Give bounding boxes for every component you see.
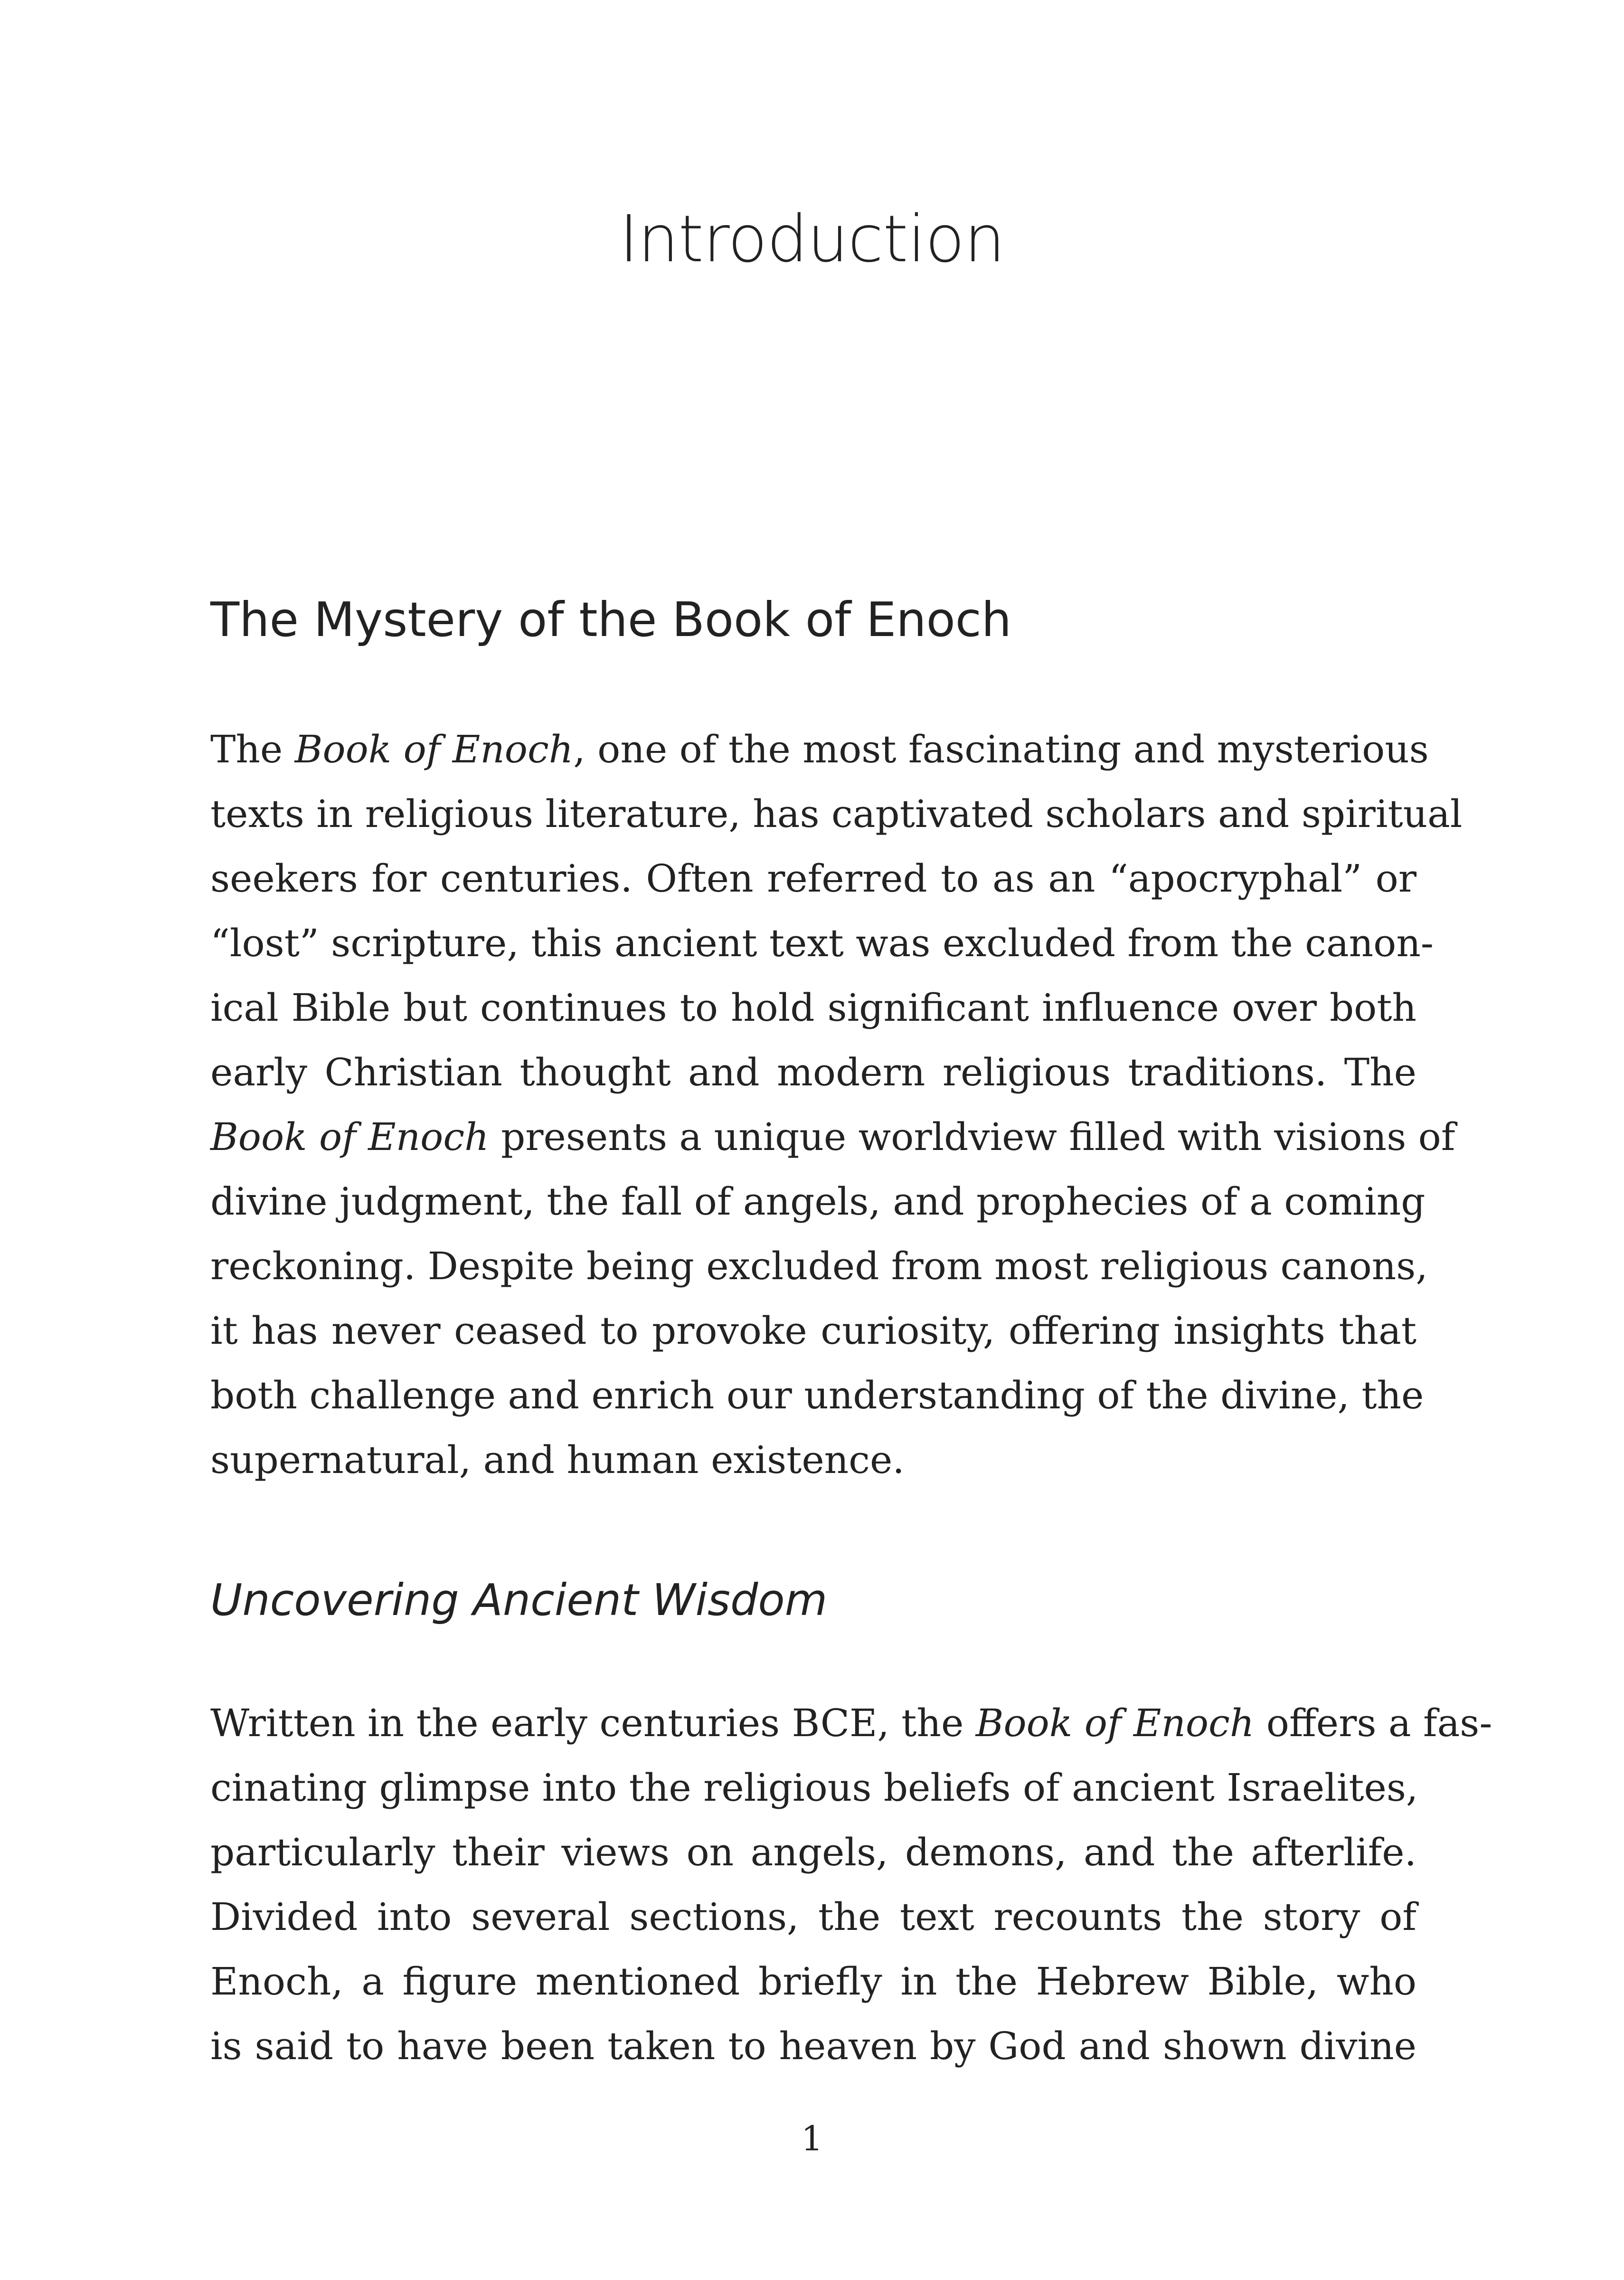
text-line: it has never ceased to provoke curiosity, offering insights that [210,1309,1416,1353]
text-line: particularly their views on angels, demons, and the afterlife. [210,1830,1416,1874]
text-line: is said to have been taken to heaven by God and shown divine [210,2024,1416,2068]
text-line: early Christian thought and modern religious traditions. The [210,1050,1416,1094]
text-line: Divided into several sections, the text recounts the story of [210,1895,1416,1939]
text-line: both challenge and enrich our understanding of the divine, the [210,1373,1424,1417]
text-line: Enoch, a figure mentioned briefly in the Hebrew Bible, who [210,1959,1416,2004]
book-title-italic: Book of Enoch [294,727,574,771]
text-line: Written in the early centuries BCE, the Book of Enoch offers a fas- [210,1701,1492,1745]
text-line: The Book of Enoch, one of the most fascinating and mysterious [210,727,1429,771]
text-line: seekers for centuries. Often referred to as an “apocryphal” or [210,856,1416,901]
text-line: cinating glimpse into the religious beliefs of ancient Israelites, [210,1766,1418,1810]
section-paragraph [210,717,1463,1492]
chapter-title: Introduction [619,202,1005,277]
text-line: texts in religious literature, has captivated scholars and spiritual [210,792,1463,836]
text-line: Book of Enoch presents a unique worldview filled with visions of [210,1115,1455,1159]
text-line: “lost” scripture, this ancient text was excluded from the canon- [210,921,1434,965]
book-title-italic: Book of Enoch [210,1115,489,1159]
book-title-italic: Book of Enoch [975,1701,1255,1745]
text-line: reckoning. Despite being excluded from most religious canons, [210,1244,1428,1288]
subsection-paragraph [210,1691,1492,2079]
text-line: ical Bible but continues to hold significant influence over both [210,986,1416,1030]
text-line: supernatural, and human existence. [210,1438,905,1482]
text-line: divine judgment, the fall of angels, and prophecies of a coming [210,1179,1426,1224]
subsection-heading: Uncovering Ancient Wisdom [210,1575,828,1625]
section-heading: The Mystery of the Book of Enoch [210,592,1012,647]
page-number: 1 [801,2118,823,2158]
